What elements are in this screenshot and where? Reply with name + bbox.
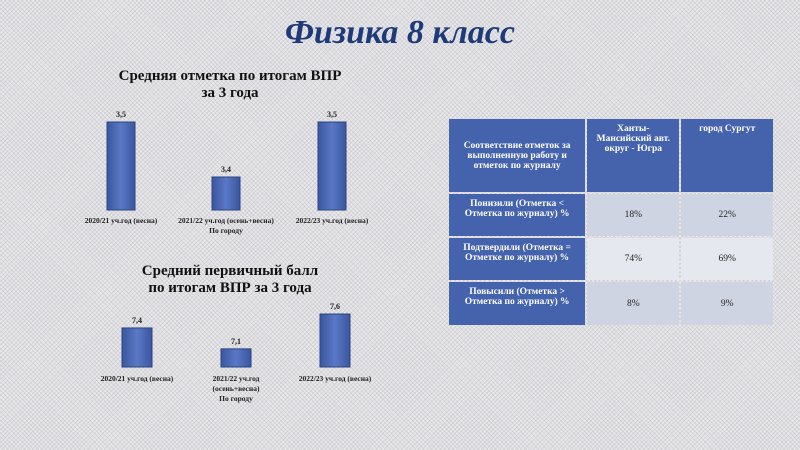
x-tick-label: 2022/23 уч.год (весна) [298, 374, 372, 383]
row-label: Подтвердили (Отметка = Отметке по журналу) % [449, 238, 585, 280]
table-header-city: город Сургут [681, 119, 773, 192]
x-axis-label: По городу [219, 394, 253, 403]
cell-region: 74% [587, 238, 679, 280]
data-label: 7,6 [330, 302, 340, 311]
bar [221, 349, 251, 367]
x-axis-label: По городу [209, 226, 243, 235]
table-row [449, 282, 773, 325]
chart2-title-line1: Средний первичный балл [141, 263, 319, 279]
table-header-region: Ханты-Мансийский авт. округ - Югра [587, 119, 679, 192]
bar [122, 328, 152, 367]
table-row [449, 194, 773, 236]
chart1-title-line2: за 3 года [201, 85, 259, 101]
table-header-criteria: Соответствие отметок за выполненную работу и отметок по журналу [449, 119, 585, 192]
x-tick-label: 2020/21 уч.год (весна) [100, 374, 174, 383]
cell-city: 9% [681, 282, 773, 325]
row-label: Повысили (Отметка > Отметка по журналу) % [449, 282, 585, 325]
row-label: Понизили (Отметка < Отметка по журналу) % [449, 194, 585, 236]
x-tick-label: (осень+весна) [212, 384, 260, 393]
data-label: 7,4 [132, 315, 142, 325]
bar [212, 177, 240, 210]
data-label: 3,5 [327, 110, 337, 119]
bar [107, 122, 135, 210]
data-label: 7,1 [231, 336, 241, 346]
bar [318, 122, 346, 210]
slide-title: Физика 8 класс [285, 14, 515, 51]
grades-comparison-table [447, 117, 775, 327]
chart1-title-line1: Средняя отметка по итогам ВПР [118, 68, 342, 84]
x-tick-label: 2021/22 уч.год [212, 374, 260, 383]
bar [320, 314, 350, 367]
x-tick-label: 2022/23 уч.год (весна) [295, 216, 369, 225]
chart2-title-line2: по итогам ВПР за 3 года [148, 280, 312, 296]
x-tick-label: 2020/21 уч.год (весна) [84, 216, 158, 225]
data-label: 3,4 [221, 165, 231, 174]
x-tick-label: 2021/22 уч.год (осень+весна) [178, 216, 274, 225]
table-row [449, 238, 773, 280]
cell-region: 8% [587, 282, 679, 325]
cell-city: 22% [681, 194, 773, 236]
cell-city: 69% [681, 238, 773, 280]
data-label: 3,5 [116, 110, 126, 119]
cell-region: 18% [587, 194, 679, 236]
